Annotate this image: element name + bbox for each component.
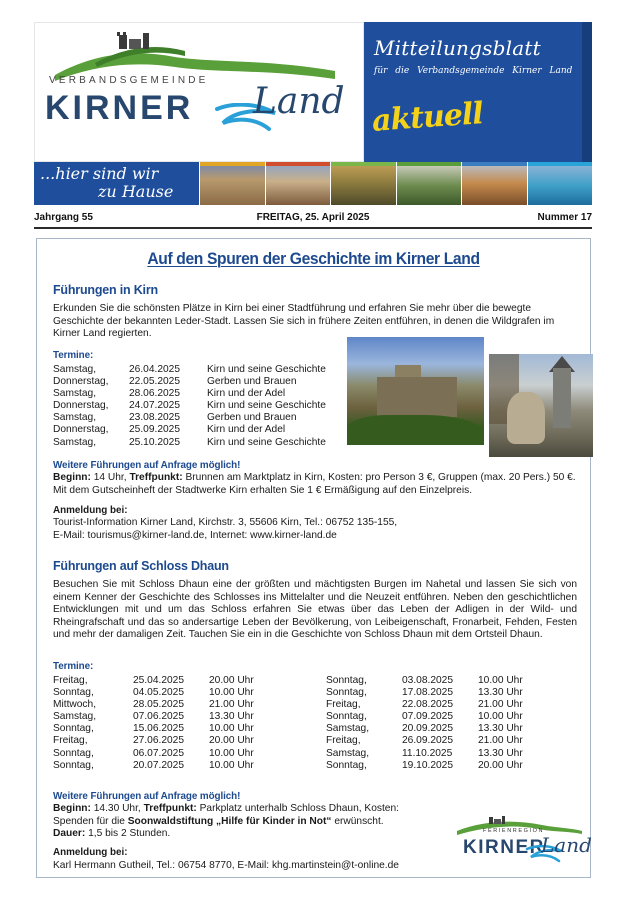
dhaun-dauer-label: Dauer: (53, 828, 86, 839)
table-row (326, 760, 558, 772)
termin-date: 19.10.2025 (402, 759, 453, 771)
termin-date: 17.08.2025 (402, 687, 453, 699)
termin-time: 21.00 Uhr (478, 735, 523, 747)
slogan-line-1: ...hier sind wir (40, 164, 159, 183)
issue-nummer: Nummer 17 (537, 212, 592, 223)
dhaun-dauer-value: 1,5 bis 2 Stunden. (85, 828, 171, 839)
masthead-slogan (40, 165, 195, 201)
termin-date: 25.10.2025 (129, 436, 180, 448)
logo-verbandsgemeinde-text: VERBANDSGEMEINDE (49, 75, 209, 86)
photo-town-hall (199, 162, 265, 205)
termin-date: 28.05.2025 (133, 699, 184, 711)
termin-topic: Kirn und der Adel (207, 388, 286, 400)
termin-day: Freitag, (53, 675, 88, 686)
termin-topic: Kirn und seine Geschichte (207, 400, 326, 412)
termin-day: Samstag, (326, 723, 370, 735)
table-row (326, 723, 558, 735)
termin-date: 11.10.2025 (402, 747, 453, 759)
article-frame (36, 238, 591, 878)
photo-rock-formation (461, 162, 527, 205)
termin-day: Sonntag, (326, 687, 367, 699)
table-row (53, 711, 289, 723)
kirn-anmeldung-line-2: E-Mail: tourismus@kirner-land.de, Internet: www.kirner-land.de (53, 530, 337, 541)
termin-time: 20.00 Uhr (209, 735, 254, 747)
dhaun-spenden-prefix: Spenden für die (53, 816, 128, 827)
table-row (326, 711, 558, 723)
kirn-heading: Führungen in Kirn (53, 283, 158, 297)
masthead-title-panel (364, 22, 592, 162)
table-row (326, 748, 558, 760)
dhaun-treffpunkt-label: Treffpunkt: (143, 803, 197, 814)
termin-date: 07.09.2025 (402, 711, 453, 723)
termin-date: 23.08.2025 (129, 412, 180, 424)
castle-wall-shape (377, 377, 457, 417)
kirn-anmeldung-line-1: Tourist-Information Kirner Land, Kirchstr. 3, 55606 Kirn, Tel.: 06752 135-155, (53, 517, 398, 528)
termin-date: 22.08.2025 (402, 699, 453, 711)
masthead-aktuell: aktuell (370, 96, 484, 139)
termin-day: Donnerstag, (53, 376, 109, 388)
dhaun-treffpunkt-value: Parkplatz unterhalb Schloss Dhaun, Kosten: (196, 803, 399, 814)
table-row (53, 675, 289, 687)
kirn-beginn-text (53, 472, 577, 497)
dhaun-termine-table-right (326, 675, 558, 772)
logo-kirner-text: KIRNER (45, 89, 194, 127)
termin-time: 21.00 Uhr (478, 699, 523, 711)
article-headline: Auf den Spuren der Geschichte im Kirner Land (147, 249, 480, 268)
termin-topic: Gerben und Brauen (207, 376, 297, 388)
dhaun-spenden-suffix: erwünscht. (331, 816, 384, 827)
photo-garden-stairs (396, 162, 462, 205)
table-row (53, 437, 357, 449)
termin-day: Sonntag, (53, 747, 94, 759)
photo-castle-ruin (330, 162, 396, 205)
table-row (53, 424, 357, 436)
termin-time: 10.00 Uhr (209, 759, 254, 771)
masthead-subtitle: für die Verbandsgemeinde Kirner Land (374, 66, 573, 76)
dhaun-intro: Besuchen Sie mit Schloss Dhaun eine der größten und mächtigsten Burgen im Nahetal und lassen Sie sich von einem Kenner der Geschichte des Schlosses ins Mittelalter und die Neuzeit entführen. Neben den geschichtlichen Entwicklungen mit und um das Schloss erfahren Sie etwas über das Leben der Adligen in der Wild- und Rheingrafschaft und das so andersartige Leben der Bevölkerung, von Leibeigenschaft, Fronarbeit, Fehden, Festen und mehr der damaligen Zeit. Tauchen Sie ein in die Geschichte von Schloss Dhaun mit dem Ortsteil Dhaun. (53, 579, 577, 640)
ferienregion-logo (427, 815, 592, 873)
termin-day: Sonntag, (53, 687, 94, 699)
table-row (53, 364, 357, 376)
termin-time: 13.30 Uhr (478, 723, 523, 735)
termin-time: 10.00 Uhr (209, 723, 254, 735)
termin-date: 15.06.2025 (133, 723, 184, 735)
table-row (53, 723, 289, 735)
termin-date: 24.07.2025 (129, 400, 180, 412)
table-row (53, 687, 289, 699)
table-row (53, 735, 289, 747)
masthead-title: Mitteilungsblatt (374, 36, 541, 60)
ferienregion-label: FERIENREGION (483, 828, 545, 834)
statue-tower-shape (553, 368, 571, 428)
masthead-slogan-box (34, 162, 199, 205)
kirn-anmeldung-label: Anmeldung bei: (53, 504, 128, 516)
table-row (326, 675, 558, 687)
masthead (34, 22, 592, 205)
termin-date: 28.06.2025 (129, 388, 180, 400)
termin-date: 25.09.2025 (129, 424, 180, 436)
dhaun-anmeldung-label: Anmeldung bei: (53, 846, 128, 858)
logo-land-text: Land (253, 81, 345, 122)
castle-trees-shape (347, 415, 484, 445)
termin-time: 20.00 Uhr (478, 759, 523, 771)
slogan-line-2: zu Hause (98, 182, 174, 201)
termin-time: 10.00 Uhr (478, 711, 523, 723)
dhaun-termine-table-left (53, 675, 289, 772)
dhaun-beginn-value: 14.30 Uhr, (90, 803, 144, 814)
dhaun-anmeldung-line-1: Karl Hermann Gutheil, Tel.: 06754 8770, E-Mail: khg.martinstein@t-online.de (53, 860, 399, 871)
termin-date: 20.09.2025 (402, 723, 453, 735)
masthead-edge-strip (582, 22, 592, 162)
ferienregion-land-text: Land (541, 833, 592, 857)
kirn-beginn-label: Beginn: (53, 472, 91, 483)
termin-time: 21.00 Uhr (209, 699, 254, 711)
table-row (53, 699, 289, 711)
kirn-termine-label: Termine: (53, 349, 94, 361)
kirn-termine-table (53, 364, 357, 449)
termin-day: Sonntag, (53, 759, 94, 771)
termin-time: 10.00 Uhr (209, 687, 254, 699)
termin-time: 10.00 Uhr (209, 747, 254, 759)
termin-day: Mittwoch, (53, 699, 97, 711)
kirn-treffpunkt-label: Treffpunkt: (129, 472, 183, 483)
termin-day: Samstag, (326, 747, 370, 759)
termin-date: 06.07.2025 (133, 747, 184, 759)
termin-day: Sonntag, (326, 711, 367, 723)
table-row (53, 748, 289, 760)
termin-day: Donnerstag, (53, 424, 109, 436)
dhaun-heading: Führungen auf Schloss Dhaun (53, 559, 229, 573)
termin-topic: Kirn und der Adel (207, 424, 286, 436)
kirn-treffpunkt-value: Brunnen am Marktplatz in Kirn, Kosten: pro Person 3 €, Gruppen (max. 20 Pers.) 50 €. Mit dem Gutscheinheft der Stadtwerke Kirn erhalten Sie 1 € Ermäßigung auf den Einzelpreis. (53, 472, 576, 496)
termin-day: Sonntag, (326, 675, 367, 686)
termin-date: 27.06.2025 (133, 735, 184, 747)
termin-day: Freitag, (53, 735, 88, 747)
termin-day: Freitag, (326, 735, 361, 747)
termin-day: Samstag, (53, 364, 97, 375)
termin-date: 26.09.2025 (402, 735, 453, 747)
termin-time: 10.00 Uhr (478, 675, 523, 686)
masthead-logo-area (34, 22, 364, 162)
termin-date: 07.06.2025 (133, 711, 184, 723)
termin-time: 13.30 Uhr (478, 687, 523, 699)
table-row (53, 400, 357, 412)
termin-date: 22.05.2025 (129, 376, 180, 388)
termin-time: 20.00 Uhr (209, 675, 254, 686)
masthead-photo-strip (199, 162, 592, 205)
termin-day: Samstag, (53, 388, 97, 400)
issue-jahrgang: Jahrgang 55 (34, 212, 93, 223)
termin-day: Donnerstag, (53, 400, 109, 412)
termin-day: Samstag, (53, 436, 97, 448)
termin-date: 04.05.2025 (133, 687, 184, 699)
kirn-intro: Erkunden Sie die schönsten Plätze in Kirn bei einer Stadtführung und erfahren Sie mehr über die bewegte Geschichte der bekannten Leder-Stadt. Lassen Sie sich in frühere Zeiten entführen, in denen die Wildgrafen im Kirner Land regierten. (53, 303, 555, 339)
termin-topic: Kirn und seine Geschichte (207, 364, 326, 375)
termin-day: Sonntag, (53, 723, 94, 735)
table-row (53, 412, 357, 424)
table-row (326, 735, 558, 747)
issue-date: FREITAG, 25. April 2025 (256, 212, 370, 223)
table-row (326, 699, 558, 711)
photo-statue-schloss (489, 354, 593, 457)
termin-date: 20.07.2025 (133, 759, 184, 771)
issue-divider (34, 227, 592, 229)
termin-day: Samstag, (53, 711, 97, 723)
termin-date: 25.04.2025 (133, 675, 184, 686)
termin-date: 03.08.2025 (402, 675, 453, 686)
termin-topic: Kirn und seine Geschichte (207, 436, 326, 448)
termin-day: Samstag, (53, 412, 97, 424)
table-row (326, 687, 558, 699)
kirn-beginn-value: 14 Uhr, (90, 472, 130, 483)
ferienregion-kirner-text: KIRNER (463, 837, 545, 858)
termin-day: Sonntag, (326, 759, 367, 771)
issue-info-line (34, 209, 592, 227)
dhaun-spenden-bold: Soonwaldstiftung „Hilfe für Kinder in Not“ (127, 816, 332, 827)
dhaun-beginn-text (53, 803, 577, 816)
termin-topic: Gerben und Brauen (207, 412, 297, 424)
termin-date: 26.04.2025 (129, 364, 180, 375)
dhaun-beginn-label: Beginn: (53, 803, 91, 814)
table-row (53, 760, 289, 772)
photo-castle-kyrburg (347, 337, 484, 445)
photo-building-kirner-land (265, 162, 331, 205)
kirn-weitere-label: Weitere Führungen auf Anfrage möglich! (53, 459, 241, 471)
dhaun-weitere-label: Weitere Führungen auf Anfrage möglich! (53, 790, 241, 802)
termin-day: Freitag, (326, 699, 361, 711)
statue-figure-shape (507, 392, 545, 444)
termin-time: 13.30 Uhr (478, 747, 523, 759)
termin-time: 13.30 Uhr (209, 711, 254, 723)
photo-swimming-pool (527, 162, 593, 205)
table-row (53, 376, 357, 388)
table-row (53, 388, 357, 400)
dhaun-termine-label: Termine: (53, 660, 94, 672)
